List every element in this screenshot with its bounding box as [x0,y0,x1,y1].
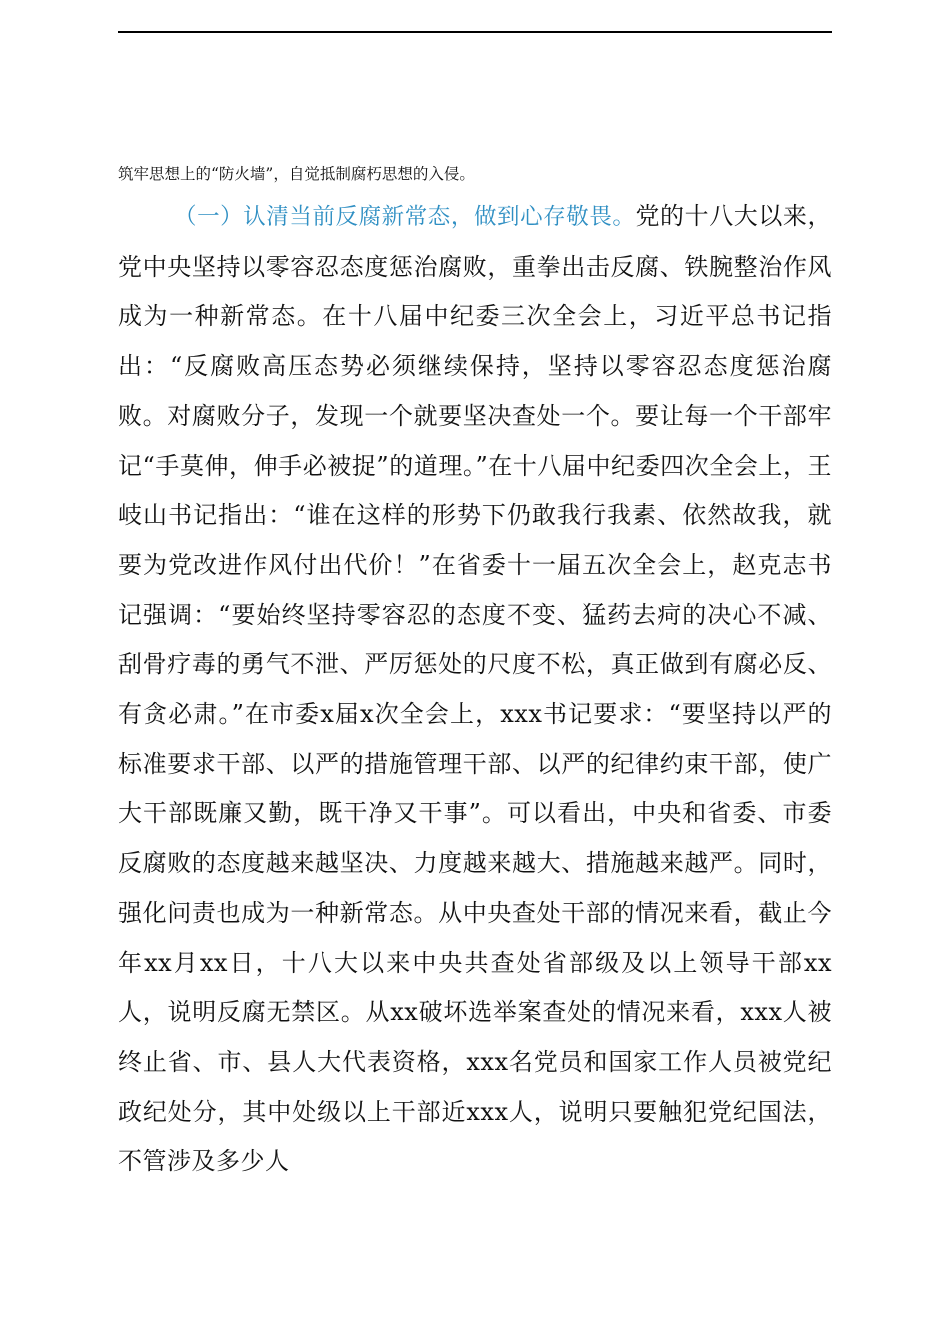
section-body: 党的十八大以来，党中央坚持以零容忍态度惩治腐败，重拳出击反腐、铁腕整治作风成为一种新常态。在十八届中纪委三次全会上，习近平总书记指出：“反腐败高压态势必须继续保持，坚持以零容忍态度惩治腐败。对腐败分子，发现一个就要坚决查处一个。要让每一个干部牢记“手莫伸，伸手必被捉”的道理。”在十八届中纪委四次全会上，王岐山书记指出：“谁在这样的形势下仍敢我行我素、依然故我，就要为党改进作风付出代价！”在省委十一届五次全会上，赵克志书记强调：“要始终坚持零容忍的态度不变、猛药去疴的决心不减、刮骨疗毒的勇气不泄、严厉惩处的尺度不松，真正做到有腐必反、有贪必肃。”在市委x届x次全会上，xxx书记要求：“要坚持以严的标准要求干部、以严的措施管理干部、以严的纪律约束干部，使广大干部既廉又勤，既干净又干事”。可以看出，中央和省委、市委反腐败的态度越来越坚决、力度越来越大、措施越来越严。同时，强化问责也成为一种新常态。从中央查处干部的情况来看，截止今年xx月xx日，十八大以来中央共查处省部级及以上领导干部xx人，说明反腐无禁区。从xx破坏选举案查处的情况来看，xxx人被终止省、市、县人大代表资格，xxx名党员和国家工作人员被党纪政纪处分，其中处级以上干部近xxx人，说明只要触犯党纪国法，不管涉及多少人 [118,202,832,1176]
header-rule [118,31,832,33]
section-heading: （一）认清当前反腐新常态，做到心存敬畏。 [174,204,636,230]
section-paragraph [118,192,832,1187]
lead-line: 筑牢思想上的“防火墙”，自觉抵制腐朽思想的入侵。 [118,165,475,183]
